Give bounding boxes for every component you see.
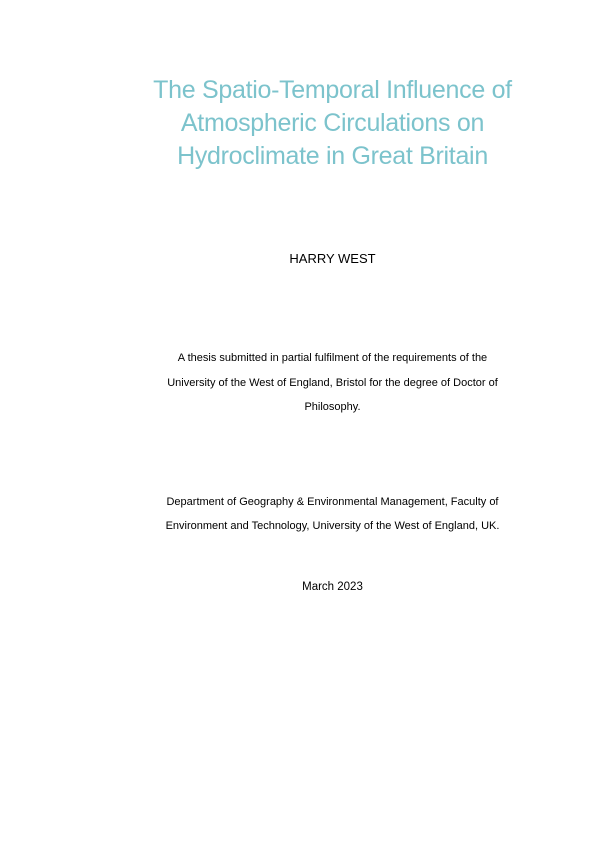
thesis-title-line-2: Atmospheric Circulations on bbox=[180, 109, 485, 137]
thesis-title bbox=[0, 74, 595, 173]
thesis-statement-line-3: Philosophy. bbox=[304, 401, 361, 413]
thesis-title-line-1: The Spatio-Temporal Influence of bbox=[153, 76, 512, 104]
thesis-statement bbox=[130, 346, 535, 420]
department-affiliation bbox=[120, 490, 545, 538]
department-line-1: Department of Geography & Environmental Management, Faculty of bbox=[166, 496, 499, 508]
thesis-statement-line-2: University of the West of England, Bristol for the degree of Doctor of bbox=[167, 376, 498, 389]
thesis-statement-line-1: A thesis submitted in partial fulfilment of the requirements of the bbox=[177, 352, 488, 364]
submission-date: March 2023 bbox=[302, 581, 363, 593]
thesis-title-line-3: Hydroclimate in Great Britain bbox=[177, 142, 488, 170]
author-name: HARRY WEST bbox=[289, 251, 376, 266]
department-line-2: Environment and Technology, University of the West of England, UK. bbox=[165, 520, 500, 532]
